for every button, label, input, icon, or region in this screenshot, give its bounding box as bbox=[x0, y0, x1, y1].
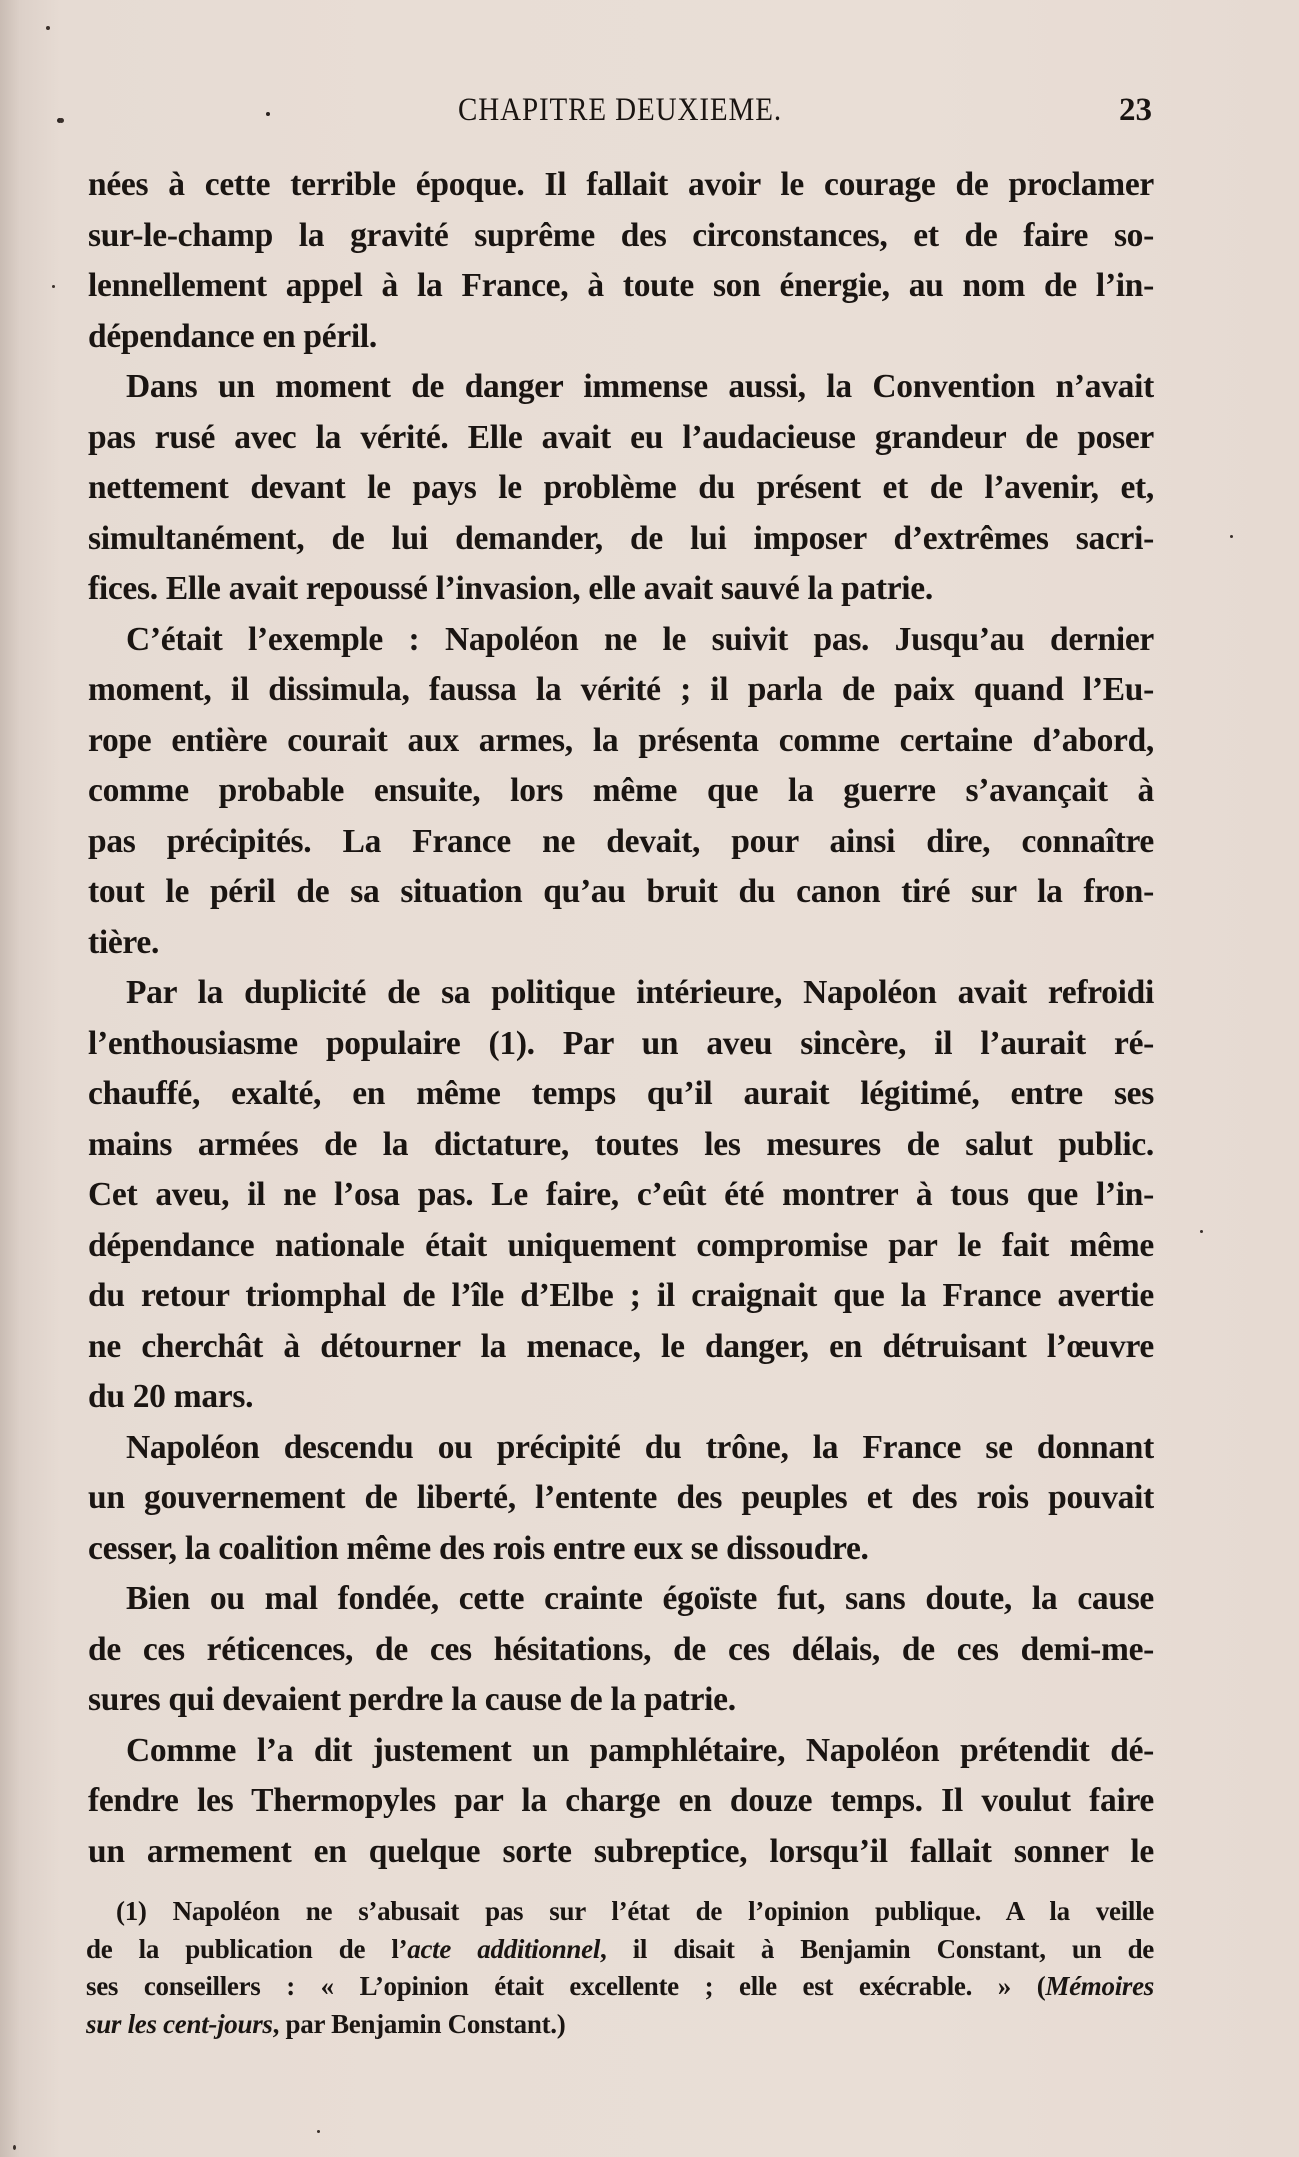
paragraph-start-line: Bien ou mal fondée, cette crainte égoïste fut, sans doute, la cause bbox=[126, 1580, 1154, 1617]
text-line: fices. Elle avait repoussé l’invasion, elle avait sauvé la patrie. bbox=[88, 570, 933, 607]
text-line: lennellement appel à la France, à toute son énergie, au nom de l’in- bbox=[88, 267, 1154, 304]
page-number: 23 bbox=[1119, 92, 1152, 128]
footnote-line bbox=[86, 2006, 1154, 2044]
text-line: pas précipités. La France ne devait, pour ainsi dire, connaître bbox=[88, 822, 1154, 860]
paragraph-start-line: C’était l’exemple : Napoléon ne le suivit pas. Jusqu’au dernier bbox=[126, 620, 1154, 658]
footnote-text: , par Benjamin Constant.) bbox=[272, 2008, 566, 2039]
footnote-line bbox=[86, 1931, 1154, 1969]
text-line: cesser, la coalition même des rois entre eux se dissoudre. bbox=[88, 1529, 869, 1567]
footnote-text: ses conseillers : « L’opinion était excellente ; elle est exécrable. » ( bbox=[86, 1971, 1046, 2001]
text-line: du 20 mars. bbox=[88, 1378, 254, 1415]
text-line: l’enthousiasme populaire (1). Par un aveu sincère, il l’aurait ré- bbox=[88, 1024, 1154, 1062]
text-line: chauffé, exalté, en même temps qu’il aurait légitimé, entre ses bbox=[88, 1075, 1154, 1112]
text-line: dépendance nationale était uniquement compromise par le fait même bbox=[88, 1226, 1154, 1264]
text-line: dépendance en péril. bbox=[88, 317, 377, 355]
text-line: fendre les Thermopyles par la charge en douze temps. Il voulut faire bbox=[88, 1782, 1154, 1819]
text-line: ne cherchât à détourner la menace, le danger, en détruisant l’œuvre bbox=[88, 1327, 1154, 1365]
footnote-line bbox=[86, 1968, 1154, 2006]
text-line: sur-le-champ la gravité suprême des circonstances, et de faire so- bbox=[88, 216, 1154, 254]
footnote-italic-title: Mémoires bbox=[1045, 1971, 1154, 2001]
text-line: Cet aveu, il ne l’osa pas. Le faire, c’eût été montrer à tous que l’in- bbox=[88, 1176, 1154, 1213]
text-line: nées à cette terrible époque. Il fallait avoir le courage de proclamer bbox=[88, 166, 1154, 203]
paragraph-start-line: Par la duplicité de sa politique intérieure, Napoléon avait refroidi bbox=[126, 974, 1154, 1011]
footnote-italic-title: acte additionnel bbox=[407, 1933, 601, 1964]
footnote-text: de la publication de l’ bbox=[86, 1933, 408, 1964]
paragraph-start-line: Dans un moment de danger immense aussi, la Convention n’avait bbox=[126, 368, 1154, 405]
text-line: tière. bbox=[88, 923, 160, 961]
text-line: de ces réticences, de ces hésitations, de ces délais, de ces demi-me- bbox=[88, 1630, 1154, 1668]
text-line: pas rusé avec la vérité. Elle avait eu l’audacieuse grandeur de poser bbox=[88, 418, 1154, 456]
footnote bbox=[86, 1893, 1154, 2043]
running-title: CHAPITRE DEUXIEME. bbox=[458, 92, 782, 128]
ink-speck bbox=[1200, 1230, 1203, 1233]
ink-speck bbox=[317, 2130, 320, 2133]
text-line: un gouvernement de liberté, l’entente des peuples et des rois pouvait bbox=[88, 1479, 1154, 1516]
ink-speck bbox=[52, 285, 55, 288]
body-text bbox=[88, 160, 1154, 1877]
text-line: un armement en quelque sorte subreptice, lorsqu’il fallait sonner le bbox=[88, 1832, 1154, 1870]
page-header bbox=[88, 92, 1152, 142]
footnote-line: (1) Napoléon ne s’abusait pas sur l’état de l’opinion publique. A la veille bbox=[116, 1896, 1154, 1926]
paragraph-start-line: Napoléon descendu ou précipité du trône, la France se donnant bbox=[126, 1428, 1154, 1466]
footnote-italic-title: sur les cent-jours bbox=[86, 2008, 273, 2039]
text-line: rope entière courait aux armes, la présenta comme certaine d’abord, bbox=[88, 721, 1154, 759]
ink-speck bbox=[46, 26, 50, 30]
text-line: sures qui devaient perdre la cause de la patrie. bbox=[88, 1681, 736, 1718]
text-line: du retour triomphal de l’île d’Elbe ; il craignait que la France avertie bbox=[88, 1277, 1154, 1314]
ink-speck bbox=[59, 118, 64, 123]
text-line: mains armées de la dictature, toutes les mesures de salut public. bbox=[88, 1125, 1154, 1163]
text-line: moment, il dissimula, faussa la vérité ; il parla de paix quand l’Eu- bbox=[88, 671, 1154, 708]
text-line: nettement devant le pays le problème du présent et de l’avenir, et, bbox=[88, 469, 1154, 506]
text-line: tout le péril de sa situation qu’au bruit du canon tiré sur la fron- bbox=[88, 873, 1154, 910]
text-line: simultanément, de lui demander, de lui imposer d’extrêmes sacri- bbox=[88, 519, 1154, 557]
text-line: comme probable ensuite, lors même que la guerre s’avançait à bbox=[88, 772, 1154, 809]
paragraph-start-line: Comme l’a dit justement un pamphlétaire, Napoléon prétendit dé- bbox=[126, 1731, 1154, 1769]
ink-speck bbox=[1230, 535, 1233, 538]
footnote-text: , il disait à Benjamin Constant, un de bbox=[600, 1933, 1154, 1964]
ink-speck bbox=[13, 2145, 16, 2150]
